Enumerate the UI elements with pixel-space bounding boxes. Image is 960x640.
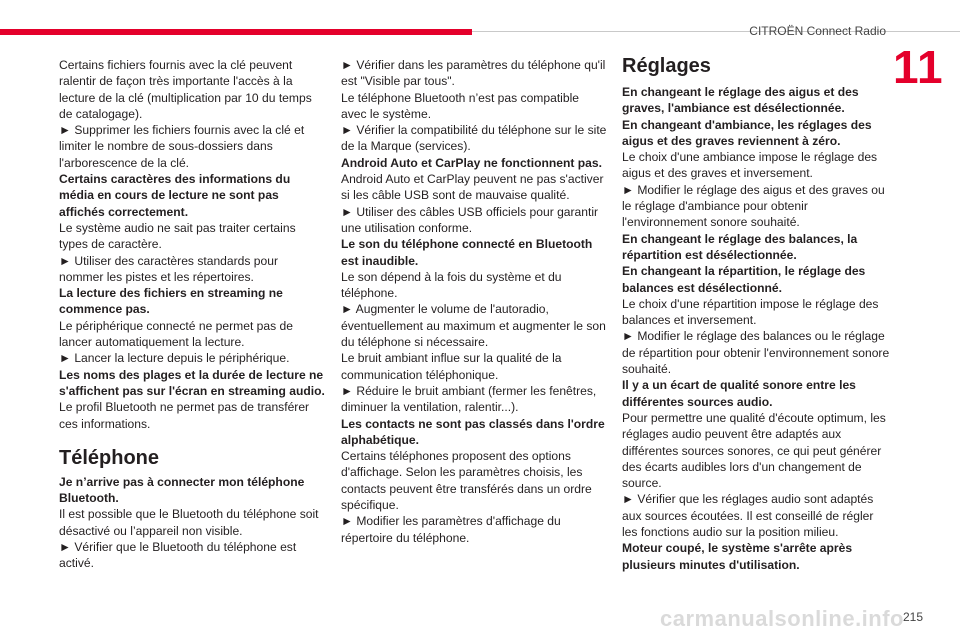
problem-statement: En changeant le réglage des balances, la répartition est désélectionnée.	[622, 231, 858, 262]
problem-statement: En changeant d'ambiance, les réglages des aigus et des graves reviennent à zéro.	[622, 117, 872, 148]
paragraph: ► Supprimer les fichiers fournis avec la clé et limiter le nombre de sous-dossiers dans l'arborescence de la clé.	[59, 123, 305, 170]
paragraph: Le bruit ambiant influe sur la qualité de la communication téléphonique.	[341, 351, 562, 382]
paragraph: ► Réduire le bruit ambiant (fermer les fenêtres, diminuer la ventilation, ralentir...).	[341, 383, 597, 415]
problem-statement: Les contacts ne sont pas classés dans l'ordre alphabétique.	[341, 416, 605, 447]
paragraph: ► Vérifier la compatibilité du téléphone sur le site de la Marque (services).	[341, 123, 607, 154]
section-heading: Téléphone	[59, 446, 160, 469]
problem-statement: Certains caractères des informations du média en cours de lecture ne sont pas affichés correctement.	[59, 172, 291, 219]
paragraph: Certains téléphones proposent des options d'affichage. Selon les paramètres choisis, les contacts peuvent être transférés dans un ordre spécifique.	[341, 449, 592, 513]
paragraph: ► Utiliser des caractères standards pour nommer les pistes et les répertoires.	[59, 253, 278, 284]
paragraph: ► Vérifier que le Bluetooth du téléphone est activé.	[59, 540, 297, 571]
text-column-3	[622, 54, 890, 573]
paragraph: ► Modifier le réglage des aigus et des graves ou le réglage d'ambiance pour obtenir l'environnement sonore souhaité.	[622, 182, 885, 230]
section-heading: Réglages	[622, 55, 711, 77]
paragraph: ► Modifier le réglage des balances ou le réglage de répartition pour obtenir l'environnement sonore souhaité.	[622, 329, 890, 377]
problem-statement: La lecture des fichiers en streaming ne commence pas.	[59, 286, 283, 317]
problem-statement: En changeant le réglage des aigus et des graves, l'ambiance est désélectionnée.	[622, 85, 859, 116]
watermark: carmanualsonline.info	[660, 606, 904, 631]
paragraph: Le téléphone Bluetooth n’est pas compatible avec le système.	[341, 90, 580, 121]
page-number: 215	[902, 610, 923, 624]
paragraph: ► Lancer la lecture depuis le périphérique.	[59, 351, 290, 366]
paragraph: Le choix d'une ambiance impose le réglage des aigus et des graves et inversement.	[622, 150, 878, 181]
paragraph: Le système audio ne sait pas traiter certains types de caractère.	[59, 220, 296, 252]
chapter-number: 11	[893, 41, 944, 93]
problem-statement: Il y a un écart de qualité sonore entre les différentes sources audio.	[622, 378, 856, 409]
problem-statement: Android Auto et CarPlay ne fonctionnent pas.	[341, 155, 602, 170]
running-header-title: CITROËN Connect Radio	[749, 24, 886, 38]
text-column-1	[59, 57, 325, 572]
paragraph: ► Vérifier que les réglages audio sont adaptés aux sources écoutées. Il est conseillé de régler les fonctions audio sur la position milieu.	[622, 492, 874, 540]
problem-statement: Le son du téléphone connecté en Bluetooth est inaudible.	[341, 237, 593, 268]
paragraph: ► Utiliser des câbles USB officiels pour garantir une utilisation conforme.	[341, 204, 599, 235]
paragraph: ► Augmenter le volume de l'autoradio, éventuellement au maximum et augmenter le son du téléphone si nécessaire.	[341, 302, 606, 350]
problem-statement: Moteur coupé, le système s'arrête après plusieurs minutes d'utilisation.	[622, 541, 853, 572]
paragraph: Le profil Bluetooth ne permet pas de transférer ces informations.	[59, 400, 310, 431]
paragraph: Le choix d'une répartition impose le réglage des balances et inversement.	[622, 296, 879, 328]
paragraph: Le son dépend à la fois du système et du téléphone.	[341, 269, 562, 301]
header-red-bar	[0, 29, 472, 35]
problem-statement: Les noms des plages et la durée de lecture ne s'affichent pas sur l'écran en streaming audio.	[59, 367, 325, 398]
text-column-2	[341, 57, 607, 546]
problem-statement: En changeant la répartition, le réglage des balances est désélectionné.	[622, 264, 866, 295]
paragraph: Le périphérique connecté ne permet pas de lancer automatiquement la lecture.	[59, 318, 293, 350]
problem-statement: Je n’arrive pas à connecter mon téléphone Bluetooth.	[59, 474, 305, 506]
paragraph: Android Auto et CarPlay peuvent ne pas s'activer si les câble USB sont de mauvaise qualité.	[341, 172, 604, 203]
paragraph: ► Vérifier dans les paramètres du téléphone qu'il est "Visible par tous".	[341, 58, 606, 89]
paragraph: Certains fichiers fournis avec la clé peuvent ralentir de façon très importante l'accès à la lecture de la clé (multiplication par 10 du temps de catalogage).	[59, 58, 312, 121]
paragraph: ► Modifier les paramètres d'affichage du répertoire du téléphone.	[341, 514, 561, 545]
header-rule	[472, 31, 960, 32]
paragraph: Pour permettre une qualité d'écoute optimum, les réglages audio peuvent être adaptés aux différentes sources sonores, ce qui peut générer des écarts audibles lors d'un changement de source.	[622, 410, 886, 491]
paragraph: Il est possible que le Bluetooth du téléphone soit désactivé ou l’appareil non visible.	[59, 507, 319, 538]
